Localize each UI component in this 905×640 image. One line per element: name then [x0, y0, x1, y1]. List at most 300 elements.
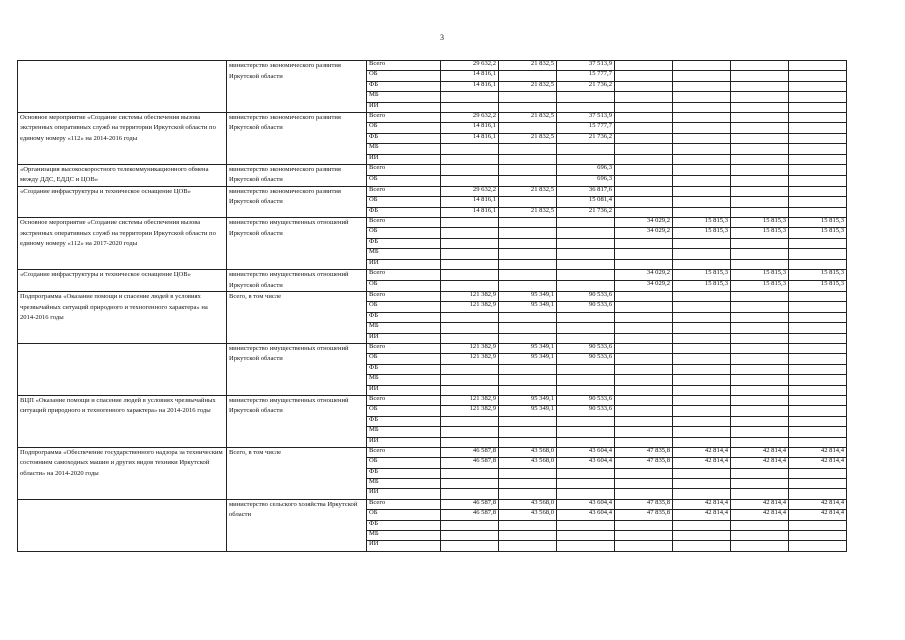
amount-cell: 42 814,4	[673, 499, 731, 509]
amount-cell	[731, 468, 789, 478]
amount-cell: 121 382,9	[441, 406, 499, 416]
funding-source-cell: ИИ	[367, 385, 441, 395]
amount-cell	[731, 416, 789, 426]
amount-cell	[673, 144, 731, 154]
amount-cell	[673, 489, 731, 499]
amount-cell	[615, 520, 673, 530]
amount-cell: 121 382,9	[441, 302, 499, 312]
amount-cell	[789, 133, 847, 143]
amount-cell	[557, 259, 615, 269]
amount-cell: 21 832,5	[499, 207, 557, 217]
amount-cell	[499, 175, 557, 186]
amount-cell: 90 533,6	[557, 302, 615, 312]
amount-cell	[615, 354, 673, 364]
amount-cell	[673, 197, 731, 207]
amount-cell	[441, 468, 499, 478]
amount-cell	[441, 479, 499, 489]
amount-cell: 90 533,6	[557, 395, 615, 405]
amount-cell	[731, 81, 789, 91]
amount-cell	[789, 197, 847, 207]
amount-cell	[673, 175, 731, 186]
executor-cell: министерство экономического развития Иркутской области	[227, 112, 367, 164]
program-name-cell	[18, 61, 227, 113]
amount-cell	[789, 207, 847, 217]
amount-cell	[615, 343, 673, 353]
amount-cell: 34 029,2	[615, 281, 673, 292]
amount-cell	[789, 323, 847, 333]
amount-cell: 15 815,3	[789, 270, 847, 281]
amount-cell: 15 815,3	[789, 218, 847, 228]
amount-cell	[731, 186, 789, 196]
amount-cell: 43 604,4	[557, 458, 615, 468]
amount-cell	[673, 102, 731, 112]
funding-source-cell: ИИ	[367, 541, 441, 551]
amount-cell	[789, 175, 847, 186]
amount-cell: 47 835,8	[615, 458, 673, 468]
funding-source-cell: Всего	[367, 447, 441, 457]
amount-cell: 21 736,2	[557, 133, 615, 143]
amount-cell	[789, 112, 847, 122]
amount-cell	[441, 416, 499, 426]
amount-cell	[789, 406, 847, 416]
amount-cell	[731, 92, 789, 102]
amount-cell	[789, 333, 847, 343]
program-name-cell: «Создание инфраструктуры и техническое оснащение ЦОВ»	[18, 186, 227, 217]
amount-cell: 21 736,2	[557, 207, 615, 217]
amount-cell	[441, 531, 499, 541]
amount-cell	[673, 302, 731, 312]
amount-cell	[731, 541, 789, 551]
amount-cell	[441, 489, 499, 499]
amount-cell	[441, 259, 499, 269]
table-row	[18, 395, 847, 405]
amount-cell: 90 533,6	[557, 354, 615, 364]
amount-cell	[789, 312, 847, 322]
amount-cell: 15 815,3	[731, 218, 789, 228]
funding-source-cell: Всего	[367, 343, 441, 353]
amount-cell	[441, 312, 499, 322]
amount-cell	[499, 71, 557, 81]
table-row	[18, 447, 847, 457]
amount-cell	[615, 154, 673, 164]
amount-cell: 43 568,0	[499, 458, 557, 468]
amount-cell	[789, 71, 847, 81]
executor-cell: министерство имущественных отношений Иркутской области	[227, 395, 367, 447]
amount-cell	[441, 154, 499, 164]
amount-cell: 95 349,1	[499, 395, 557, 405]
amount-cell	[557, 385, 615, 395]
funding-source-cell: ФБ	[367, 364, 441, 374]
amount-cell	[615, 312, 673, 322]
amount-cell	[615, 541, 673, 551]
amount-cell	[789, 531, 847, 541]
amount-cell	[615, 249, 673, 259]
amount-cell	[499, 531, 557, 541]
amount-cell	[731, 164, 789, 175]
funding-source-cell: ОБ	[367, 302, 441, 312]
funding-source-cell: ОБ	[367, 458, 441, 468]
amount-cell	[615, 416, 673, 426]
amount-cell	[673, 531, 731, 541]
amount-cell: 21 832,5	[499, 81, 557, 91]
executor-cell: Всего, в том числе	[227, 292, 367, 344]
amount-cell	[499, 312, 557, 322]
program-name-cell: «Организация высокоскоростного телекоммуникационного обмена между ДДС, ЕДДС и ЦОВ»	[18, 164, 227, 186]
amount-cell	[499, 123, 557, 133]
amount-cell	[557, 427, 615, 437]
amount-cell	[789, 468, 847, 478]
amount-cell	[731, 175, 789, 186]
amount-cell	[731, 302, 789, 312]
amount-cell	[789, 395, 847, 405]
amount-cell: 14 816,1	[441, 133, 499, 143]
amount-cell: 46 587,8	[441, 510, 499, 520]
amount-cell: 43 604,4	[557, 447, 615, 457]
funding-source-cell: МБ	[367, 375, 441, 385]
amount-cell	[789, 92, 847, 102]
amount-cell	[441, 164, 499, 175]
amount-cell	[673, 123, 731, 133]
table-row	[18, 343, 847, 353]
amount-cell	[731, 395, 789, 405]
amount-cell	[441, 249, 499, 259]
amount-cell	[731, 531, 789, 541]
amount-cell: 34 029,2	[615, 218, 673, 228]
amount-cell	[731, 61, 789, 71]
amount-cell	[673, 292, 731, 302]
funding-source-cell: ИИ	[367, 154, 441, 164]
amount-cell	[673, 164, 731, 175]
amount-cell: 90 533,6	[557, 343, 615, 353]
amount-cell: 29 632,2	[441, 112, 499, 122]
amount-cell	[731, 489, 789, 499]
amount-cell: 43 568,0	[499, 447, 557, 457]
program-name-cell: Основное мероприятие «Создание системы обеспечения вызова экстренных оперативных служб на территории Иркутской области по единому номеру «112» на 2014-2016 годы	[18, 112, 227, 164]
amount-cell	[557, 323, 615, 333]
amount-cell: 37 513,9	[557, 61, 615, 71]
amount-cell	[673, 71, 731, 81]
amount-cell: 95 349,1	[499, 406, 557, 416]
funding-source-cell: Всего	[367, 499, 441, 509]
amount-cell	[615, 92, 673, 102]
amount-cell	[557, 333, 615, 343]
amount-cell	[615, 186, 673, 196]
amount-cell	[615, 479, 673, 489]
amount-cell	[673, 364, 731, 374]
amount-cell	[731, 375, 789, 385]
table-row	[18, 61, 847, 71]
amount-cell	[731, 520, 789, 530]
amount-cell	[673, 249, 731, 259]
amount-cell	[731, 354, 789, 364]
amount-cell	[731, 333, 789, 343]
amount-cell	[615, 175, 673, 186]
program-name-cell: Основное мероприятие «Создание системы обеспечения вызова экстренных оперативных служб на территории Иркутской области по единому номеру «112» на 2017-2020 годы	[18, 218, 227, 270]
amount-cell: 14 816,1	[441, 81, 499, 91]
funding-source-cell: Всего	[367, 112, 441, 122]
funding-source-cell: ОБ	[367, 406, 441, 416]
amount-cell	[731, 385, 789, 395]
amount-cell	[499, 520, 557, 530]
amount-cell: 42 814,4	[789, 499, 847, 509]
amount-cell	[499, 489, 557, 499]
funding-source-cell: ФБ	[367, 207, 441, 217]
amount-cell: 15 815,3	[673, 270, 731, 281]
amount-cell: 42 814,4	[673, 510, 731, 520]
executor-cell: министерство экономического развития Иркутской области	[227, 186, 367, 217]
amount-cell	[557, 249, 615, 259]
amount-cell: 29 632,2	[441, 61, 499, 71]
amount-cell	[789, 343, 847, 353]
amount-cell	[673, 343, 731, 353]
funding-source-cell: МБ	[367, 249, 441, 259]
amount-cell: 42 814,4	[789, 447, 847, 457]
amount-cell	[499, 323, 557, 333]
amount-cell	[673, 81, 731, 91]
amount-cell	[441, 520, 499, 530]
executor-cell: министерство имущественных отношений Иркутской области	[227, 218, 367, 270]
amount-cell	[615, 259, 673, 269]
amount-cell	[499, 333, 557, 343]
amount-cell	[441, 427, 499, 437]
amount-cell	[731, 133, 789, 143]
amount-cell	[615, 385, 673, 395]
amount-cell	[789, 375, 847, 385]
amount-cell	[731, 207, 789, 217]
table-row	[18, 186, 847, 196]
funding-source-cell: Всего	[367, 61, 441, 71]
table-row	[18, 292, 847, 302]
funding-source-cell: МБ	[367, 427, 441, 437]
amount-cell	[789, 416, 847, 426]
amount-cell	[731, 259, 789, 269]
amount-cell: 696,3	[557, 164, 615, 175]
amount-cell: 43 568,0	[499, 510, 557, 520]
amount-cell	[615, 375, 673, 385]
amount-cell	[789, 144, 847, 154]
funding-source-cell: Всего	[367, 292, 441, 302]
amount-cell	[673, 112, 731, 122]
amount-cell	[499, 218, 557, 228]
amount-cell	[615, 164, 673, 175]
amount-cell	[673, 385, 731, 395]
amount-cell	[789, 292, 847, 302]
amount-cell: 21 736,2	[557, 81, 615, 91]
program-name-cell	[18, 499, 227, 551]
amount-cell	[789, 489, 847, 499]
amount-cell: 42 814,4	[789, 510, 847, 520]
page-number: 3	[440, 33, 444, 42]
executor-cell: министерство экономического развития Иркутской области	[227, 61, 367, 113]
amount-cell	[499, 416, 557, 426]
amount-cell	[615, 323, 673, 333]
funding-source-cell: ИИ	[367, 102, 441, 112]
amount-cell	[499, 154, 557, 164]
funding-source-cell: МБ	[367, 479, 441, 489]
program-name-cell: ВЦП «Оказание помощи и спасение людей в условиях чрезвычайных ситуаций природного и техногенного характера» на 2014-2016 годы	[18, 395, 227, 447]
amount-cell	[673, 395, 731, 405]
amount-cell	[441, 375, 499, 385]
amount-cell: 46 587,8	[441, 499, 499, 509]
amount-cell	[789, 479, 847, 489]
amount-cell	[557, 92, 615, 102]
amount-cell	[673, 259, 731, 269]
amount-cell	[731, 238, 789, 248]
amount-cell	[499, 468, 557, 478]
amount-cell: 15 815,3	[673, 281, 731, 292]
amount-cell	[499, 364, 557, 374]
amount-cell	[731, 197, 789, 207]
amount-cell: 46 587,8	[441, 458, 499, 468]
amount-cell	[557, 364, 615, 374]
amount-cell	[789, 437, 847, 447]
amount-cell	[789, 385, 847, 395]
amount-cell: 14 816,1	[441, 123, 499, 133]
amount-cell	[499, 102, 557, 112]
amount-cell	[789, 102, 847, 112]
executor-cell: министерство имущественных отношений Иркутской области	[227, 343, 367, 395]
amount-cell	[789, 186, 847, 196]
amount-cell	[557, 154, 615, 164]
amount-cell	[673, 416, 731, 426]
funding-source-cell: ФБ	[367, 520, 441, 530]
amount-cell	[499, 437, 557, 447]
amount-cell	[673, 312, 731, 322]
amount-cell	[673, 238, 731, 248]
amount-cell: 34 029,2	[615, 228, 673, 238]
amount-cell	[615, 102, 673, 112]
amount-cell: 121 382,9	[441, 292, 499, 302]
funding-source-cell: ОБ	[367, 510, 441, 520]
table-row	[18, 112, 847, 122]
amount-cell	[789, 81, 847, 91]
amount-cell: 21 832,5	[499, 186, 557, 196]
amount-cell	[673, 323, 731, 333]
amount-cell	[499, 375, 557, 385]
amount-cell	[731, 71, 789, 81]
amount-cell	[731, 364, 789, 374]
amount-cell: 15 815,3	[731, 270, 789, 281]
amount-cell: 42 814,4	[731, 499, 789, 509]
amount-cell	[441, 333, 499, 343]
amount-cell	[789, 354, 847, 364]
funding-source-cell: МБ	[367, 531, 441, 541]
amount-cell	[731, 112, 789, 122]
amount-cell: 36 817,6	[557, 186, 615, 196]
funding-source-cell: ОБ	[367, 354, 441, 364]
amount-cell	[441, 270, 499, 281]
amount-cell: 43 568,0	[499, 499, 557, 509]
amount-cell: 47 835,8	[615, 447, 673, 457]
amount-cell	[557, 541, 615, 551]
amount-cell: 121 382,9	[441, 395, 499, 405]
funding-source-cell: Всего	[367, 218, 441, 228]
amount-cell	[673, 333, 731, 343]
amount-cell	[731, 343, 789, 353]
amount-cell	[789, 520, 847, 530]
amount-cell: 21 832,5	[499, 61, 557, 71]
amount-cell	[557, 437, 615, 447]
amount-cell: 90 533,6	[557, 406, 615, 416]
funding-source-cell: Всего	[367, 186, 441, 196]
funding-source-cell: ОБ	[367, 197, 441, 207]
funding-source-cell: МБ	[367, 92, 441, 102]
amount-cell: 95 349,1	[499, 302, 557, 312]
amount-cell	[557, 520, 615, 530]
amount-cell	[557, 531, 615, 541]
amount-cell: 121 382,9	[441, 354, 499, 364]
amount-cell	[731, 154, 789, 164]
amount-cell	[789, 238, 847, 248]
amount-cell	[441, 92, 499, 102]
funding-source-cell: Всего	[367, 270, 441, 281]
amount-cell	[673, 354, 731, 364]
funding-source-cell: ИИ	[367, 333, 441, 343]
amount-cell: 95 349,1	[499, 292, 557, 302]
amount-cell: 95 349,1	[499, 343, 557, 353]
funding-source-cell: Всего	[367, 395, 441, 405]
amount-cell	[615, 207, 673, 217]
amount-cell: 21 832,5	[499, 133, 557, 143]
amount-cell	[441, 144, 499, 154]
amount-cell	[557, 218, 615, 228]
amount-cell	[789, 249, 847, 259]
amount-cell	[731, 144, 789, 154]
amount-cell	[615, 292, 673, 302]
funding-source-cell: ИИ	[367, 489, 441, 499]
amount-cell	[441, 102, 499, 112]
amount-cell: 15 815,3	[731, 228, 789, 238]
funding-source-cell: ФБ	[367, 312, 441, 322]
amount-cell	[557, 228, 615, 238]
funding-source-cell: ФБ	[367, 133, 441, 143]
amount-cell: 47 835,8	[615, 510, 673, 520]
amount-cell	[731, 123, 789, 133]
executor-cell: министерство имущественных отношений Иркутской области	[227, 270, 367, 292]
executor-cell: министерство экономического развития Иркутской области	[227, 164, 367, 186]
amount-cell	[615, 71, 673, 81]
amount-cell	[499, 541, 557, 551]
amount-cell	[557, 468, 615, 478]
amount-cell	[615, 238, 673, 248]
funding-source-cell: ОБ	[367, 175, 441, 186]
table-row	[18, 270, 847, 281]
amount-cell	[789, 259, 847, 269]
amount-cell	[615, 364, 673, 374]
amount-cell	[615, 81, 673, 91]
amount-cell: 42 814,4	[731, 447, 789, 457]
amount-cell	[557, 144, 615, 154]
amount-cell	[441, 541, 499, 551]
amount-cell: 42 814,4	[731, 510, 789, 520]
amount-cell	[557, 375, 615, 385]
amount-cell	[673, 207, 731, 217]
amount-cell	[499, 479, 557, 489]
amount-cell	[673, 468, 731, 478]
amount-cell	[673, 375, 731, 385]
amount-cell: 46 587,8	[441, 447, 499, 457]
amount-cell	[615, 302, 673, 312]
amount-cell	[615, 468, 673, 478]
funding-source-cell: ИИ	[367, 437, 441, 447]
amount-cell: 15 815,3	[789, 228, 847, 238]
amount-cell	[615, 427, 673, 437]
amount-cell	[557, 102, 615, 112]
amount-cell: 21 832,5	[499, 112, 557, 122]
amount-cell: 43 604,4	[557, 510, 615, 520]
amount-cell	[499, 385, 557, 395]
amount-cell	[673, 61, 731, 71]
